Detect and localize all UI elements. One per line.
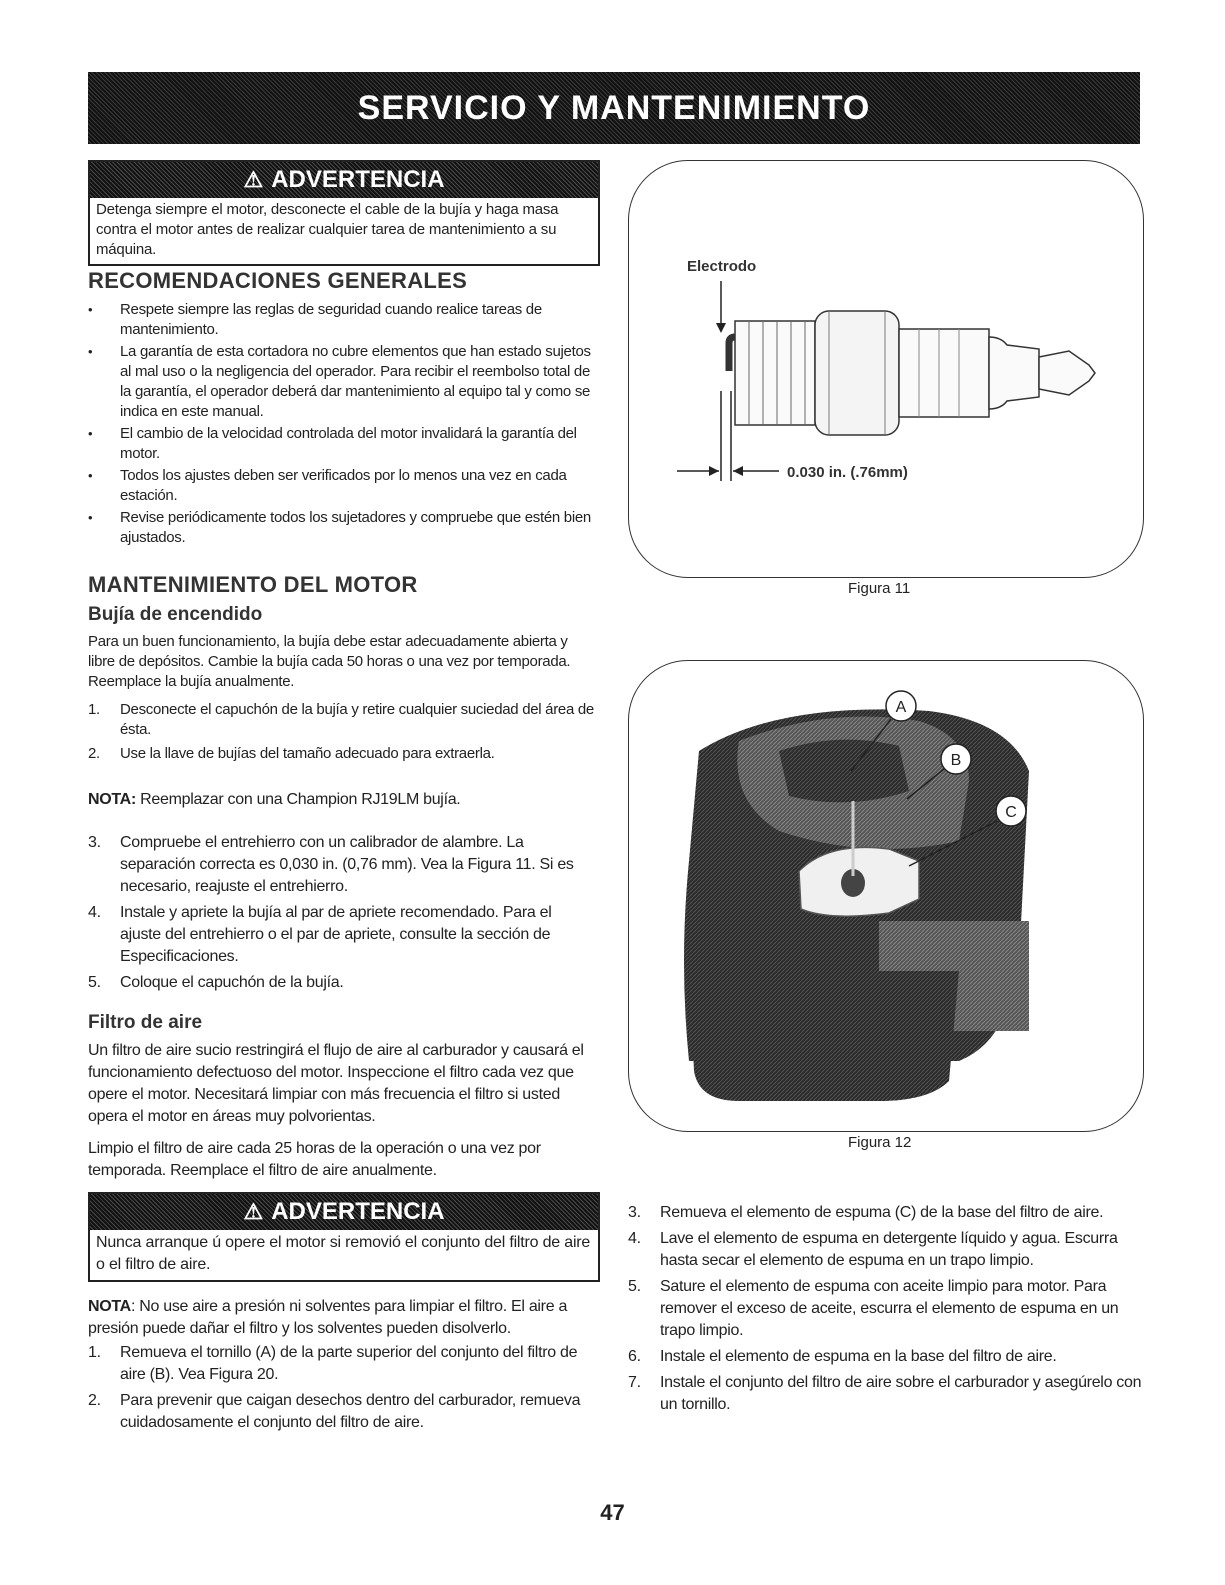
list-item: • Todos los ajustes deben ser verificados por lo menos una vez en cada estación. — [88, 466, 598, 506]
step-number: 3. — [628, 1204, 641, 1221]
figure-11-caption: Figura 11 — [848, 580, 911, 597]
list-item — [628, 1202, 1143, 1224]
step-number: 2. — [88, 1392, 101, 1409]
callout-a-label: A — [895, 699, 907, 716]
figure-12-frame — [628, 660, 1144, 1132]
list-item — [88, 832, 593, 898]
warning-heading: ADVERTENCIA — [271, 166, 445, 193]
filtro-para-1: Un filtro de aire sucio restringirá el flujo de aire al carburador y causará el funcionamiento defectuoso del motor. Inspeccione el filtro cada vez que opere el motor. Necesitará limpiar con más frecuencia el filtro si usted opera el motor en áreas muy polvorientas. — [88, 1042, 584, 1125]
step-text: Remueva el elemento de espuma (C) de la base del filtro de aire. — [660, 1204, 1104, 1221]
step-number: 2. — [88, 745, 100, 762]
figure-12-caption: Figura 12 — [848, 1134, 912, 1151]
step-number: 1. — [88, 1344, 101, 1361]
list-item: • El cambio de la velocidad controlada del motor invalidará la garantía del motor. — [88, 424, 598, 464]
subheading-bujia: Bujía de encendido — [88, 604, 263, 625]
list-item: • Respete siempre las reglas de seguridad cuando realice tareas de mantenimiento. — [88, 300, 598, 340]
filtro-para-2: Limpio el filtro de aire cada 25 horas de la operación o una vez por temporada. Reemplace el filtro de aire anualmente. — [88, 1140, 541, 1179]
nota-label: NOTA — [88, 1298, 131, 1315]
step-text: Coloque el capuchón de la bujía. — [120, 974, 344, 991]
step-text: Compruebe el entrehierro con un calibrador de alambre. La separación correcta es 0,030 in. (0,76 mm). Vea la Figura 11. Si es necesario, reajuste el entrehierro. — [120, 834, 574, 895]
filtro-steps-left — [88, 1342, 603, 1438]
step-number: 7. — [628, 1374, 641, 1391]
list-item — [88, 1342, 603, 1386]
warning-box-2 — [88, 1192, 600, 1282]
warning-header — [90, 1194, 598, 1230]
electrode-label: Electrodo — [687, 258, 757, 275]
filtro-steps-right — [628, 1202, 1143, 1420]
nota-text: : No use aire a presión ni solventes para limpiar el filtro. El aire a presión puede dañar el filtro y los solventes pueden disolverlo. — [88, 1298, 568, 1337]
warning-triangle-icon: ⚠ — [243, 1199, 264, 1224]
warning-text: Nunca arranque ú opere el motor si removió el conjunto del filtro de aire o el filtro de aire. — [96, 1234, 591, 1273]
figure-11-frame — [628, 160, 1144, 578]
warning-box-1 — [88, 160, 600, 266]
step-text: Instale el elemento de espuma en la base del filtro de aire. — [660, 1348, 1057, 1365]
bujia-steps-1 — [88, 700, 598, 768]
nota-bujia — [88, 790, 460, 810]
page-title: SERVICIO Y MANTENIMIENTO — [357, 88, 871, 127]
callout-c-label: C — [1005, 804, 1017, 821]
list-item: • La garantía de esta cortadora no cubre elementos que han estado sujetos al mal uso o la negligencia del operador. Para recibir el reembolso total de la garantía, el operador deberá dar mantenimiento al equipo tal y como se indica en este manual. — [88, 342, 598, 422]
section-heading-motor: MANTENIMIENTO DEL MOTOR — [88, 572, 418, 597]
step-number: 5. — [88, 974, 101, 991]
warning-header — [90, 162, 598, 198]
warning-text: Detenga siempre el motor, desconecte el cable de la bujía y haga masa contra el motor antes de realizar cualquier tarea de mantenimiento a su máquina. — [96, 201, 559, 258]
step-text: Para prevenir que caigan desechos dentro del carburador, remueva cuidadosamente el conjunto del filtro de aire. — [120, 1392, 581, 1431]
step-text: Instale y apriete la bujía al par de apriete recomendado. Para el ajuste del entrehierro o el par de apriete, consulte la sección de Especificaciones. — [120, 904, 552, 965]
bujia-intro: Para un buen funcionamiento, la bujía debe estar adecuadamente abierta y libre de depósitos. Cambie la bujía cada 50 horas o una vez por temporada. Reemplace la bujía anualmente. — [88, 633, 571, 690]
section-heading-recomendaciones: RECOMENDACIONES GENERALES — [88, 268, 468, 293]
callout-b-label: B — [950, 752, 962, 769]
step-number: 3. — [88, 834, 101, 851]
step-text: Use la llave de bujías del tamaño adecuado para extraerla. — [120, 745, 495, 762]
nota-label: NOTA: — [88, 791, 136, 808]
engine-air-filter-illustration — [629, 661, 1143, 1131]
step-text: Instale el conjunto del filtro de aire sobre el carburador y asegúrelo con un tornillo. — [660, 1374, 1142, 1413]
list-item — [628, 1372, 1143, 1416]
bujia-steps-2 — [88, 832, 593, 998]
step-number: 4. — [628, 1230, 641, 1247]
warning-triangle-icon: ⚠ — [243, 167, 264, 192]
list-item — [88, 744, 598, 764]
step-text: Remueva el tornillo (A) de la parte superior del conjunto del filtro de aire (B). Vea Figura 20. — [120, 1344, 578, 1383]
warning-heading: ADVERTENCIA — [271, 1198, 445, 1225]
step-number: 1. — [88, 701, 100, 718]
page-title-banner — [88, 72, 1140, 144]
list-item — [628, 1228, 1143, 1272]
step-number: 6. — [628, 1348, 641, 1365]
list-item — [628, 1346, 1143, 1368]
list-item — [88, 1390, 603, 1434]
step-number: 5. — [628, 1278, 641, 1295]
gap-measurement-label: 0.030 in. (.76mm) — [787, 464, 908, 481]
recomendaciones-list — [88, 300, 598, 550]
nota-text: Reemplazar con una Champion RJ19LM bujía. — [135, 791, 461, 808]
step-text: Sature el elemento de espuma con aceite limpio para motor. Para remover el exceso de aceite, escurra el elemento de espuma en un trapo limpio. — [660, 1278, 1119, 1339]
list-item — [88, 902, 593, 968]
nota-filtro — [88, 1296, 603, 1340]
step-text: Desconecte el capuchón de la bujía y retire cualquier suciedad del área de ésta. — [120, 701, 594, 738]
spark-plug-illustration — [629, 161, 1143, 577]
list-item — [88, 700, 598, 740]
subheading-filtro: Filtro de aire — [88, 1012, 203, 1033]
list-item: • Revise periódicamente todos los sujetadores y compruebe que estén bien ajustados. — [88, 508, 598, 548]
list-item — [628, 1276, 1143, 1342]
step-text: Lave el elemento de espuma en detergente líquido y agua. Escurra hasta secar el elemento de espuma en un trapo limpio. — [660, 1230, 1118, 1269]
page-number: 47 — [600, 1500, 625, 1525]
step-number: 4. — [88, 904, 101, 921]
list-item — [88, 972, 593, 994]
